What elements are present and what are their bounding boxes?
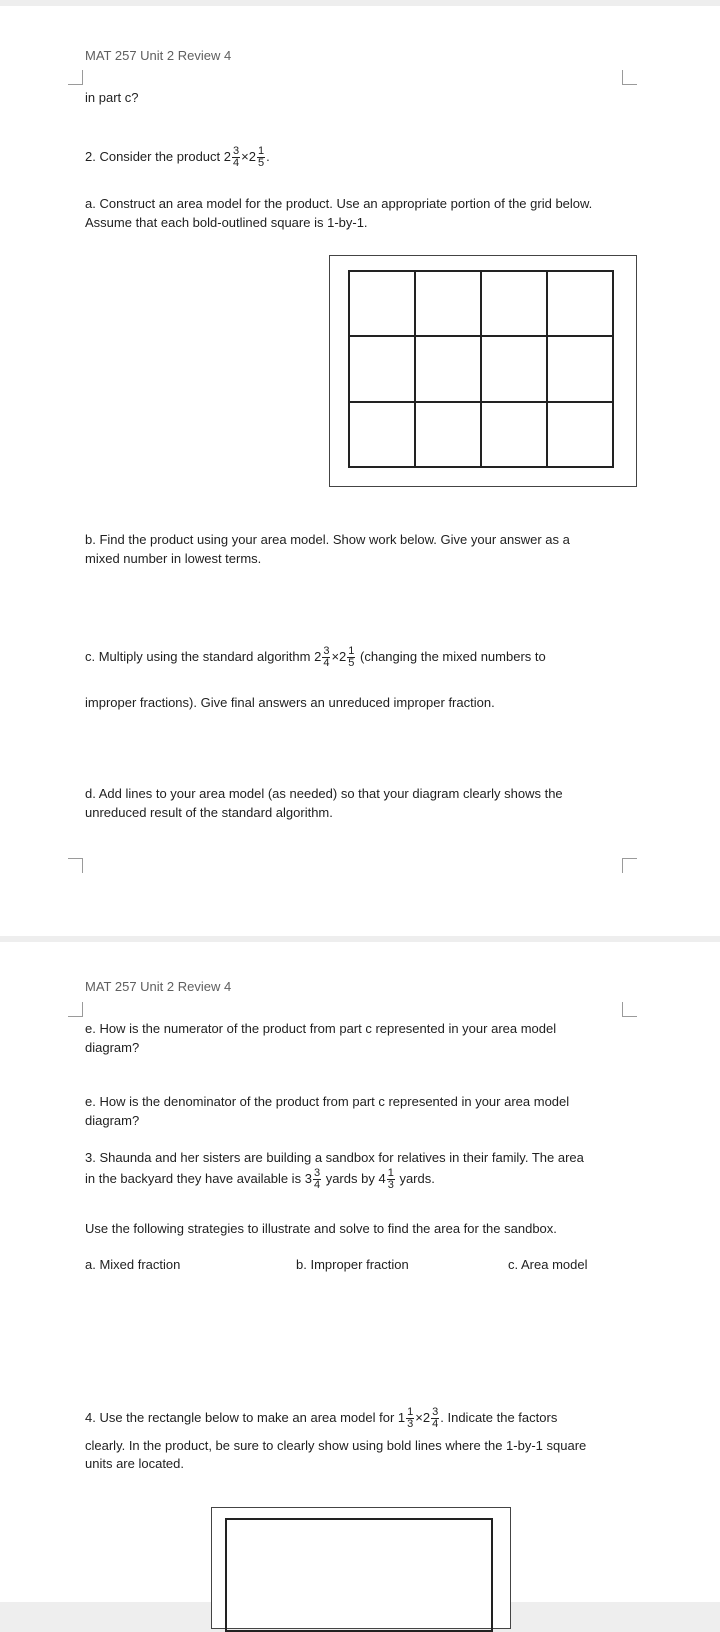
fraction: $\frac{1}{5}$ (257, 145, 265, 170)
question-2a-line-1: a. Construct an area model for the product. Use an appropriate portion of the grid below. (85, 196, 593, 211)
question-2-label: 2. Consider the product (85, 149, 221, 164)
grid-square (349, 336, 415, 401)
margin-corner-marker (622, 70, 637, 85)
grid-square (547, 402, 613, 467)
question-3-line-1: 3. Shaunda and her sisters are building a sandbox for relatives in their family. The area (85, 1150, 584, 1165)
grid-row (349, 336, 613, 401)
grid-row (349, 271, 613, 336)
question-3-line-2: in the backyard they have available is 3 $\frac{3}{4}$ yards by 4 $\frac{1}{3}$ yards. (85, 1167, 435, 1192)
grid-square (547, 336, 613, 401)
area-model-rectangle (225, 1518, 493, 1632)
question-4-line-3: units are located. (85, 1456, 185, 1471)
fraction: $\frac{1}{5}$ (348, 645, 355, 670)
grid-square (481, 271, 547, 336)
product-expression: 2 $\frac{3}{4}$ ×2 $\frac{1}{5}$ . (223, 145, 270, 170)
question-3-strategies: Use the following strategies to illustrate and solve to find the area for the sandbox. (85, 1221, 557, 1236)
product-expression: 1 $\frac{1}{3}$ ×2 $\frac{3}{4}$ . (397, 1406, 444, 1431)
fraction: $\frac{1}{3}$ (387, 1167, 394, 1192)
grid-square (481, 402, 547, 467)
page-header: MAT 257 Unit 2 Review 4 (85, 48, 232, 63)
margin-corner-marker (68, 1002, 83, 1017)
fraction: $\frac{3}{4}$ (313, 1167, 321, 1192)
grid-row (349, 402, 613, 467)
fraction: $\frac{3}{4}$ (323, 645, 330, 670)
margin-corner-marker (68, 70, 83, 85)
question-2a-line-2: Assume that each bold-outlined square is 1-by-1. (85, 215, 368, 230)
question-4-line-1: 4. Use the rectangle below to make an area model for 1 $\frac{1}{3}$ ×2 $\frac{3}{4}$ . Indicate the factors (85, 1406, 558, 1431)
continued-text: in part c? (85, 90, 139, 105)
fraction: $\frac{1}{3}$ (407, 1406, 414, 1431)
question-4-line-2: clearly. In the product, be sure to clearly show using bold lines where the 1-by-1 square (85, 1438, 587, 1453)
grid-square (349, 271, 415, 336)
strategy-improper-fraction: b. Improper fraction (296, 1257, 409, 1272)
strategy-mixed-fraction: a. Mixed fraction (85, 1257, 181, 1272)
question-2c-line-1: c. Multiply using the standard algorithm 2 $\frac{3}{4}$ ×2 $\frac{1}{5}$ (changing the mixed numbers to (85, 645, 546, 670)
question-2-intro (85, 142, 270, 172)
strategy-area-model: c. Area model (508, 1257, 588, 1272)
question-2e-denominator-line-2: diagram? (85, 1113, 140, 1128)
question-2e-numerator-line-2: diagram? (85, 1040, 140, 1055)
margin-corner-marker (68, 858, 83, 873)
area-model-grid (348, 270, 614, 468)
question-2b-line-2: mixed number in lowest terms. (85, 551, 262, 566)
grid-square (415, 336, 481, 401)
product-expression: 2 $\frac{3}{4}$ ×2 $\frac{1}{5}$ (314, 645, 355, 670)
question-2c-line-2: improper fractions). Give final answers an unreduced improper fraction. (85, 695, 495, 710)
grid-square (415, 402, 481, 467)
grid-square (415, 271, 481, 336)
page-header: MAT 257 Unit 2 Review 4 (85, 979, 232, 994)
margin-corner-marker (622, 858, 637, 873)
fraction: $\frac{3}{4}$ (233, 145, 240, 170)
document-page-2 (0, 942, 720, 1602)
question-2d-line-2: unreduced result of the standard algorithm. (85, 805, 333, 820)
question-2e-denominator-line-1: e. How is the denominator of the product from part c represented in your area model (85, 1094, 570, 1109)
question-2b-line-1: b. Find the product using your area model. Show work below. Give your answer as a (85, 532, 570, 547)
document-page-1 (0, 6, 720, 936)
fraction: $\frac{3}{4}$ (432, 1406, 439, 1431)
grid-square (481, 336, 547, 401)
question-2e-numerator-line-1: e. How is the numerator of the product from part c represented in your area model (85, 1021, 557, 1036)
margin-corner-marker (622, 1002, 637, 1017)
question-2d-line-1: d. Add lines to your area model (as needed) so that your diagram clearly shows the (85, 786, 563, 801)
grid-square (349, 402, 415, 467)
grid-square (547, 271, 613, 336)
